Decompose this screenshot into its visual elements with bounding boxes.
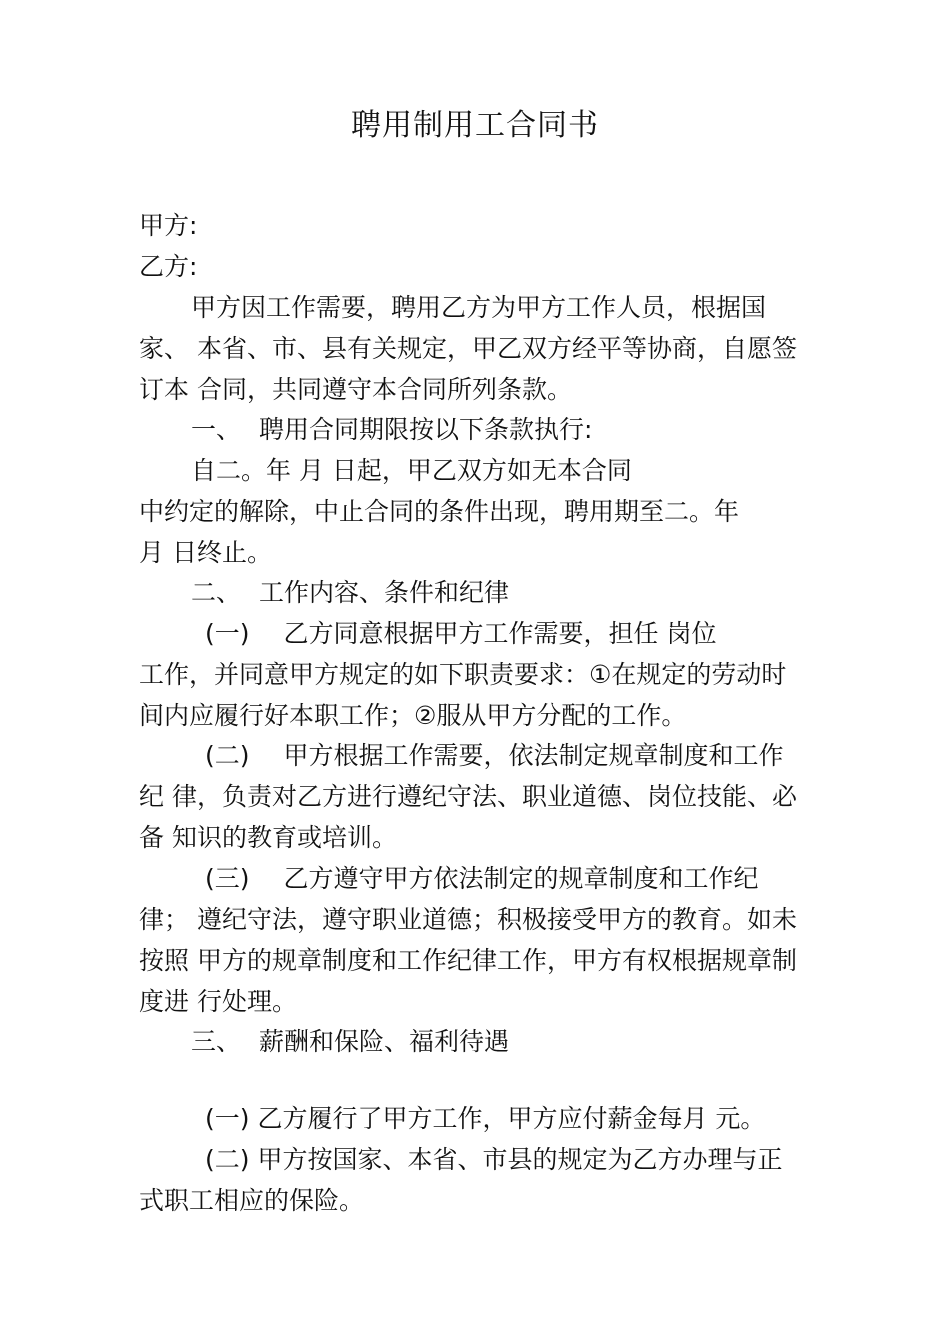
clause-line: 式职工相应的保险。 bbox=[139, 1186, 365, 1215]
section-3-title: 薪酬和保险、福利待遇 bbox=[259, 1027, 510, 1056]
section-1-heading bbox=[191, 413, 592, 447]
clause-2-1 bbox=[205, 617, 716, 651]
clause-line: 按照 甲方的规章制度和工作纪律工作，甲方有权根据规章制 bbox=[139, 946, 797, 975]
clause-number: (一) bbox=[205, 619, 250, 648]
intro-line: 订本 合同，共同遵守本合同所列条款。 bbox=[139, 375, 572, 404]
clause-number: (三) bbox=[205, 864, 250, 893]
section-3-heading bbox=[191, 1025, 509, 1059]
document-title: 聘用制用工合同书 bbox=[351, 108, 599, 143]
section-2-title: 工作内容、条件和纪律 bbox=[259, 578, 510, 607]
clause-text: 乙方遵守甲方依法制定的规章制度和工作纪 bbox=[283, 864, 759, 893]
section-2-heading bbox=[191, 576, 509, 610]
section-3-number: 三、 bbox=[191, 1027, 242, 1056]
clause-line: 纪 律，负责对乙方进行遵纪守法、职业道德、岗位技能、必 bbox=[139, 782, 797, 811]
clause-line: 度进 行处理。 bbox=[139, 987, 297, 1016]
clause-line: 工作，并同意甲方规定的如下职责要求：①在规定的劳动时 bbox=[139, 660, 787, 689]
clause-text: 乙方同意根据甲方工作需要，担任 岗位 bbox=[283, 619, 717, 648]
intro-line: 甲方因工作需要，聘用乙方为甲方工作人员，根据国 bbox=[191, 293, 767, 322]
section-1-line: 中约定的解除，中止合同的条件出现，聘用期至二。年 bbox=[139, 497, 740, 526]
clause-number: (二) bbox=[205, 741, 250, 770]
section-1-line: 自二。年 月 日起，甲乙双方如无本合同 bbox=[191, 456, 632, 485]
section-2-number: 二、 bbox=[191, 578, 242, 607]
clause-line: 间内应履行好本职工作；②服从甲方分配的工作。 bbox=[139, 701, 687, 730]
section-1-line: 月 日终止。 bbox=[139, 538, 272, 567]
clause-line: 律； 遵纪守法，遵守职业道德；积极接受甲方的教育。如未 bbox=[139, 905, 797, 934]
clause-2-3 bbox=[205, 862, 759, 896]
clause-3-1: (一) 乙方履行了甲方工作，甲方应付薪金每月 元。 bbox=[205, 1104, 766, 1133]
clause-2-2 bbox=[205, 739, 784, 773]
intro-line: 家、 本省、市、县有关规定，甲乙双方经平等协商，自愿签 bbox=[139, 334, 797, 363]
clause-3-2: (二) 甲方按国家、本省、市县的规定为乙方办理与正 bbox=[205, 1145, 783, 1174]
section-1-number: 一、 bbox=[191, 415, 242, 444]
clause-line: 备 知识的教育或培训。 bbox=[139, 823, 397, 852]
clause-text: 甲方根据工作需要，依法制定规章制度和工作 bbox=[283, 741, 784, 770]
party-b-label: 乙方: bbox=[139, 252, 198, 281]
party-a-label: 甲方: bbox=[139, 211, 198, 240]
section-1-title: 聘用合同期限按以下条款执行: bbox=[259, 415, 593, 444]
